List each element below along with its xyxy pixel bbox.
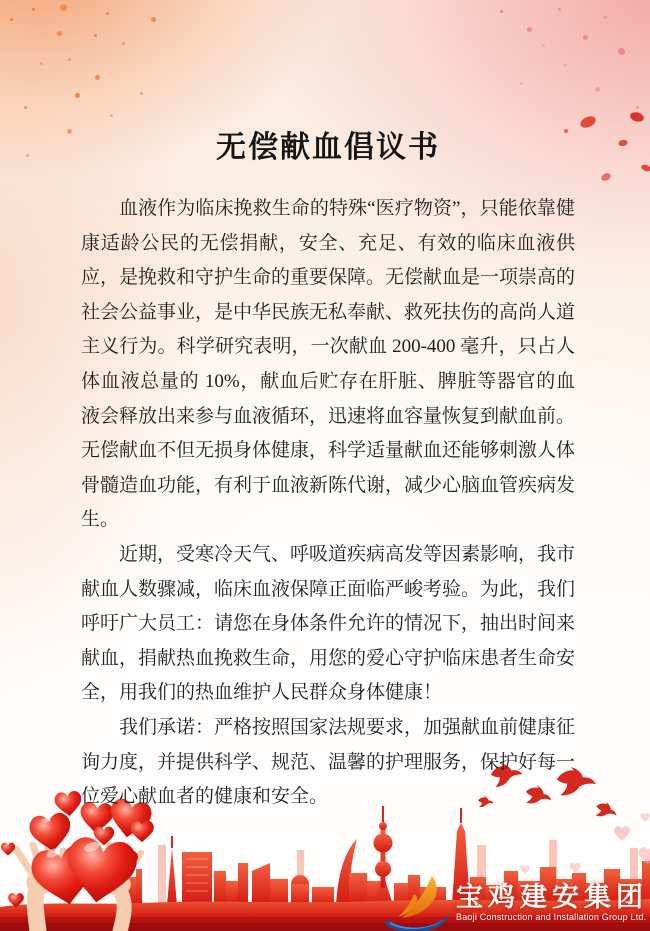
page-title: 无偿献血倡议书 [216, 131, 440, 164]
company-name-cn: 宝鸡建安集团 [456, 882, 648, 912]
document-body [81, 122, 575, 815]
paragraph-promise: 我们承诺：严格按照国家法规要求，加强献血前健康征询力度，并提供科学、规范、温馨的护理服务，保护好每一位爱心献血者的健康和安全。 [81, 716, 576, 808]
petal-decoration [564, 111, 650, 183]
company-name-en: Baoji Construction and Installation Group Ltd. [456, 912, 647, 922]
company-logo [456, 882, 648, 923]
paragraph-blood-value: 血液作为临床挽救生命的特殊“医疗物资”，只能依靠健康适龄公民的无偿捐献，安全、充足、有效的临床血液供应，是挽救和守护生命的重要保障。无偿献血是一项崇高的社会公益事业，是中华民族无私奉献、救死扶伤的高尚人道主义行为。科学研究表明，一次献血 200-400 毫升，只占人体血液总量的 10%，献血后贮存在肝脏、脾脏等器官的血液会释放出来参与血液循环，迅速将血容量恢复到献血前。无偿献血不但无损身体健康，科学适量献血还能够刺激人体骨髓造血功能，有利于血液新陈代谢，减少心脑血管疾病发生。 [81, 198, 576, 531]
paragraph-appeal: 近期，受寒冷天气、呼吸道疾病高发等因素影响，我市献血人数骤减，临床血液保障正面临严峻考验。为此，我们呼吁广大员工：请您在身体条件允许的情况下，抽出时间来献血，捐献热血挽救生命，用您的爱心守护临床患者生命安全，用我们的热血维护人民群众身体健康！ [81, 543, 576, 704]
